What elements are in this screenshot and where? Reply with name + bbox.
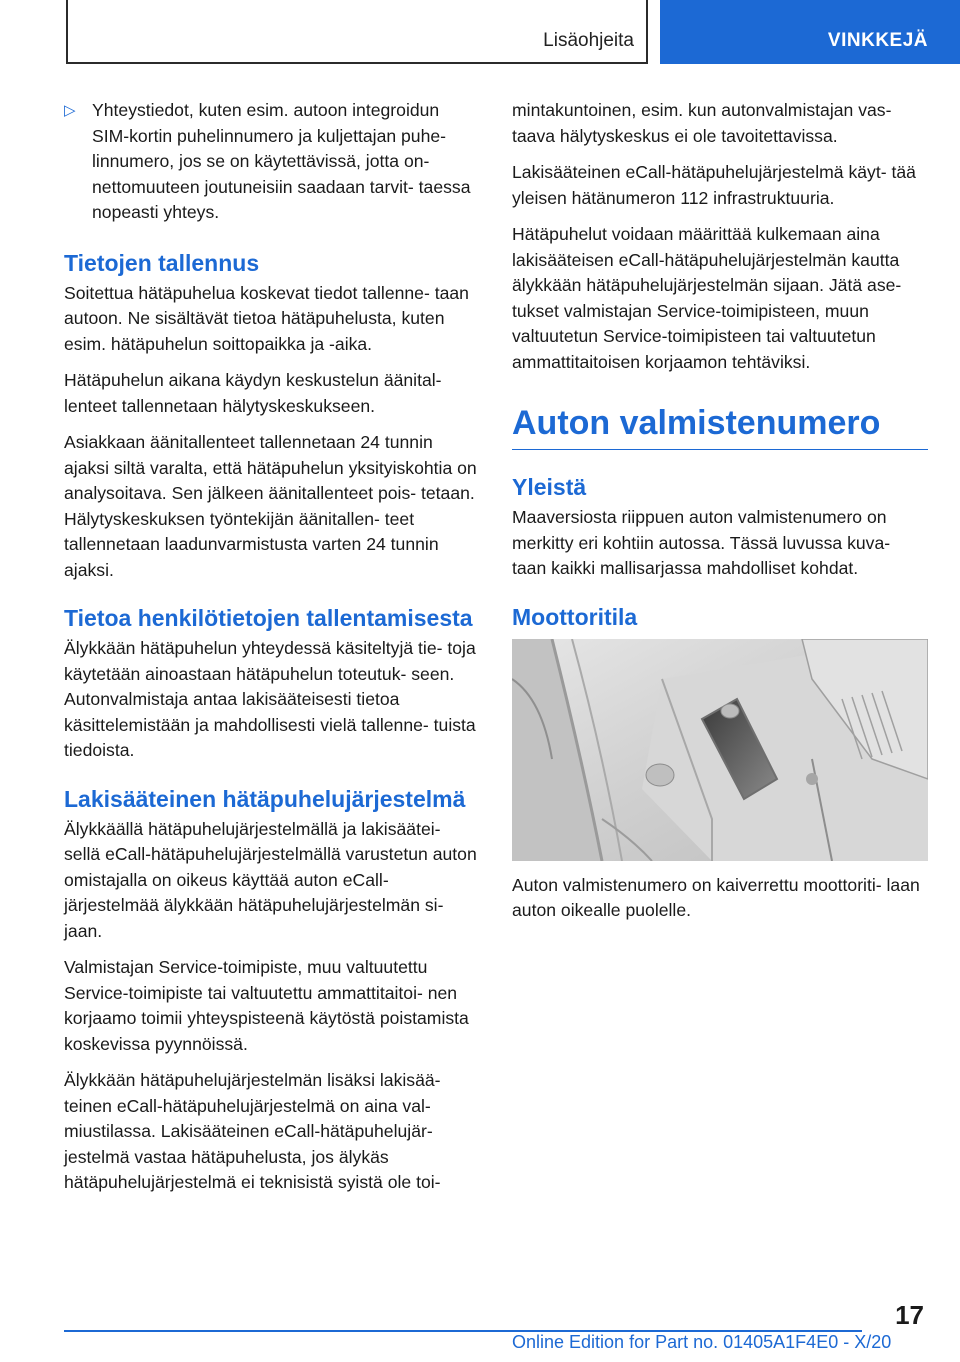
bullet-item <box>64 98 478 226</box>
paragraph: Asiakkaan äänitallenteet tallennetaan 24 tunnin ajaksi siltä varalta, että hätäpuhelun yksityiskohtia on analysoitava. Sen jälkeen äänitallenteet pois- tetaan. Hälytyskeskuksen työntekijän äänitallen- teet tallennetaan laadunvarmistusta varten 24 tunnin ajaksi. <box>64 432 477 580</box>
footer-edition: Online Edition for Part no. 01405A1F4E0 - X/20 <box>512 1332 892 1352</box>
section-title-wrap <box>512 403 928 450</box>
paragraph: Soitettua hätäpuhelua koskevat tiedot tallenne- taan autoon. Ne sisältävät tietoa hätäpuhelusta, kuten esim. hätäpuhelun soittopaikka ja -aika. <box>64 282 469 354</box>
left-column <box>64 98 478 1207</box>
heading-yleista: Yleistä <box>512 474 587 500</box>
paragraph: Hätäpuhelut voidaan määrittää kulkemaan aina lakisääteisen eCall-hätäpuhelujärjestelmän kautta älykkään hätäpuhelujärjestelmän sijaan. Jätä ase- tukset valmistajan Service-toimipisteen, muun valtuutetun Service-toimipisteen tai valtuutetun ammattitaitoisen korjaamon tehtäviksi. <box>512 224 902 372</box>
page-number: 17 <box>895 1300 924 1330</box>
bullet-text: Yhteystiedot, kuten esim. autoon integroidun SIM-kortin puhelinnumero ja kuljettajan puhe- linnumero, jos se on käytettävissä, jotta on- nettomuuteen joutuneisiin saadaan tarvit- taessa nopeasti yhteys. <box>92 100 471 222</box>
heading-henkilotietojen-tallentamisesta: Tietoa henkilötietojen tallentamisesta <box>64 605 473 631</box>
paragraph: Maaversiosta riippuen auton valmistenumero on merkitty eri kohtiin autossa. Tässä luvussa kuva- taan kaikki mallisarjassa mahdolliset kohdat. <box>512 507 891 578</box>
heading-moottoritila: Moottoritila <box>512 603 638 630</box>
right-column <box>512 98 928 935</box>
heading-tietojen-tallennus: Tietojen tallennus <box>64 249 260 276</box>
heading-lakisaateinen-hatapuhelujarjestelma: Lakisääteinen hätäpuhelujärjestelmä <box>64 785 466 812</box>
header-section-box <box>66 0 648 64</box>
engine-bay-photo <box>512 639 928 861</box>
engine-bay-illustration <box>512 639 928 861</box>
triangle-bullet-icon: ▷ <box>64 102 76 119</box>
paragraph: mintakuntoinen, esim. kun autonvalmistajan vas- taava hälytyskeskus ei ole tavoitettavissa. <box>512 100 892 146</box>
paragraph: Hätäpuhelun aikana käydyn keskustelun äänital- lenteet tallennetaan hälytyskeskukseen. <box>64 370 442 416</box>
section-title: Auton valmistenumero <box>512 404 881 442</box>
header-chapter-tab <box>660 0 960 64</box>
paragraph: Auton valmistenumero on kaiverrettu moottoriti- laan auton oikealle puolelle. <box>512 874 920 920</box>
header-section-label: Lisäohjeita <box>543 30 634 51</box>
paragraph: Lakisääteinen eCall-hätäpuhelujärjestelmä käyt- tää yleisen hätänumeron 112 infrastruktuuria. <box>512 162 916 208</box>
paragraph: Älykkään hätäpuhelujärjestelmän lisäksi lakisää- teinen eCall-hätäpuhelujärjestelmä on aina val- miustilassa. Lakisääteinen eCall-hätäpuhelujär- jestelmä vastaa hätäpuhelusta, jos älykäs hätäpuhelujärjestelmä ei teknisistä syistä ole toi- <box>64 1070 441 1192</box>
header-chapter-label: VINKKEJÄ <box>827 30 928 51</box>
paragraph: Älykkään hätäpuhelun yhteydessä käsiteltyjä tie- toja käytetään ainoastaan hätäpuhelun toteutuk- seen. Autonvalmistaja antaa lakisääteisesti tietoa käsittelemistään ja mahdollisesti vielä tallenne- tuista tiedoista. <box>64 638 476 760</box>
paragraph: Älykkäällä hätäpuhelujärjestelmällä ja lakisäätei- sellä eCall-hätäpuhelujärjestelmällä varustetun auton omistajalla on oikeus käyttää auton eCall- järjestelmää älykkään hätäpuhelujärjestelmän si- jaan. <box>64 818 477 941</box>
paragraph: Valmistajan Service-toimipiste, muu valtuutettu Service-toimipiste tai valtuutettu ammattitaitoi- nen korjaamo toimii yhteyspisteenä käytöstä poistamista koskevissa pyynnöissä. <box>64 957 469 1054</box>
